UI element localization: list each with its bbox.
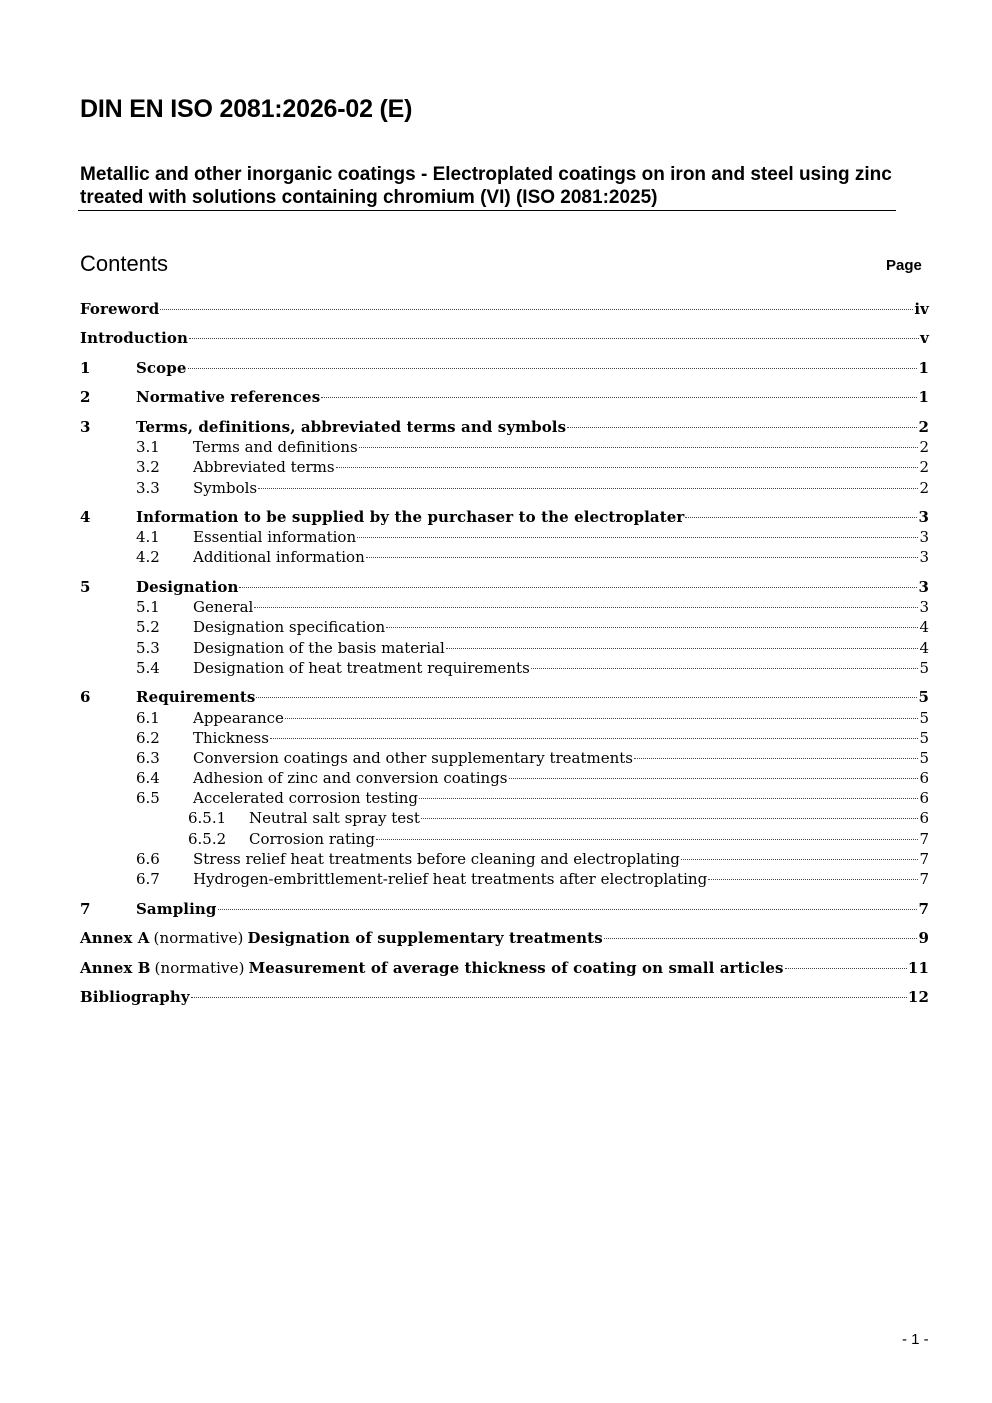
toc-entry-page: 2 [919, 438, 929, 456]
toc-dot-leader [785, 968, 907, 969]
document-subtitle: Metallic and other inorganic coatings - Electroplated coatings on iron and steel using zinc treated with solutions containing chromium (VI) (ISO 2081:2025) [80, 164, 892, 208]
toc-entry-label: Scope [136, 359, 187, 377]
toc-entry-page: 4 [919, 618, 929, 636]
toc-entry-page: 12 [907, 988, 929, 1006]
toc-entry-label: Accelerated corrosion testing [193, 789, 419, 807]
toc-entry-number: 6.5 [136, 789, 160, 807]
toc-entry-page: 3 [919, 528, 929, 546]
toc-dot-leader [386, 627, 918, 628]
toc-entry-6-4[interactable] [80, 768, 929, 788]
toc-entry-number: 5.1 [136, 598, 160, 616]
toc-entry-label: Designation specification [193, 618, 386, 636]
toc-entry-3[interactable] [80, 417, 929, 437]
toc-entry-number: 3.1 [136, 438, 160, 456]
toc-entry-5-2[interactable] [80, 617, 929, 637]
toc-entry-normative: (normative) [153, 929, 244, 947]
toc-entry-label: Information to be supplied by the purchaser to the electroplater [136, 508, 685, 526]
toc-entry-page: 7 [919, 850, 929, 868]
toc-entry-number: 6.4 [136, 769, 160, 787]
toc-entry-page: 1 [918, 359, 929, 377]
toc-entry-page: 7 [918, 900, 929, 918]
toc-dot-leader [285, 718, 919, 719]
toc-entry-page: 5 [919, 729, 929, 747]
toc-dot-leader [419, 798, 918, 799]
toc-entry-4-1[interactable] [80, 527, 929, 547]
toc-entry-label: Conversion coatings and other supplementary treatments [193, 749, 633, 767]
toc-dot-leader [446, 648, 919, 649]
toc-entry-annex-a[interactable] [80, 928, 929, 948]
footer-page-number: - 1 - [902, 1331, 929, 1348]
toc-entry-page: 5 [919, 709, 929, 727]
toc-entry-number: 6.1 [136, 709, 160, 727]
toc-entry-number: 6 [80, 688, 91, 706]
toc-dot-leader [421, 818, 919, 819]
toc-dot-leader [191, 997, 907, 998]
toc-entry-label: Thickness [193, 729, 269, 747]
contents-heading: Contents [80, 251, 169, 276]
toc-dot-leader [258, 488, 918, 489]
toc-entry-label: Measurement of average thickness of coating on small articles [248, 959, 784, 977]
toc-entry-page: 11 [907, 959, 929, 977]
toc-dot-leader [366, 557, 919, 558]
toc-entry-page: 3 [918, 508, 929, 526]
toc-entry-label: Requirements [136, 688, 256, 706]
toc-entry-number: 6.5.2 [188, 830, 227, 848]
toc-entry-page: 6 [919, 789, 929, 807]
toc-dot-leader [239, 587, 917, 588]
toc-entry-5-3[interactable] [80, 638, 929, 658]
toc-dot-leader [708, 879, 918, 880]
toc-entry-label: Stress relief heat treatments before cleaning and electroplating [193, 850, 680, 868]
toc-entry-6-6[interactable] [80, 849, 929, 869]
toc-entry-page: v [920, 329, 929, 347]
toc-entry-label: Abbreviated terms [193, 458, 335, 476]
toc-entry-number: 1 [80, 359, 91, 377]
toc-entry-foreword[interactable] [80, 299, 929, 319]
toc-entry-number: 6.7 [136, 870, 160, 888]
toc-dot-leader [189, 338, 919, 339]
toc-entry-page: 5 [919, 749, 929, 767]
toc-entry-number: 5.3 [136, 639, 160, 657]
toc-dot-leader [321, 397, 917, 398]
toc-entry-6[interactable] [80, 687, 929, 707]
toc-entry-page: 2 [919, 479, 929, 497]
toc-entry-page: 3 [918, 578, 929, 596]
toc-dot-leader [376, 839, 918, 840]
toc-dot-leader [567, 427, 917, 428]
toc-entry-label: Corrosion rating [249, 830, 376, 848]
toc-entry-label: Appearance [193, 709, 284, 727]
toc-entry-label: Sampling [136, 900, 217, 918]
toc-entry-6-2[interactable] [80, 728, 929, 748]
toc-entry-label: Additional information [193, 548, 365, 566]
toc-dot-leader [685, 517, 917, 518]
toc-entry-label: Terms, definitions, abbreviated terms and symbols [136, 418, 567, 436]
toc-entry-label: Foreword [80, 300, 160, 318]
toc-entry-number: 6.6 [136, 850, 160, 868]
toc-entry-5[interactable] [80, 577, 929, 597]
toc-entry-6-5[interactable] [80, 788, 929, 808]
toc-entry-label: Terms and definitions [193, 438, 358, 456]
toc-dot-leader [160, 309, 913, 310]
toc-entry-page: 7 [919, 830, 929, 848]
document-title: DIN EN ISO 2081:2026-02 (E) [80, 95, 413, 123]
toc-entry-bibliography[interactable] [80, 987, 929, 1007]
toc-entry-number: Annex B [80, 959, 151, 977]
toc-entry-label: Adhesion of zinc and conversion coatings [193, 769, 508, 787]
toc-entry-label: Hydrogen-embrittlement-relief heat treatments after electroplating [193, 870, 708, 888]
toc-entry-page: 2 [919, 458, 929, 476]
toc-entry-label: Designation of heat treatment requirements [193, 659, 530, 677]
toc-entry-5-4[interactable] [80, 658, 929, 678]
toc-entry-3-2[interactable] [80, 457, 929, 477]
toc-entry-5-1[interactable] [80, 597, 929, 617]
toc-entry-number: 3.3 [136, 479, 160, 497]
toc-entry-number: 3.2 [136, 458, 160, 476]
toc-entry-number: Annex A [80, 929, 150, 947]
toc-entry-number: 5 [80, 578, 91, 596]
toc-entry-label: Designation of the basis material [193, 639, 445, 657]
toc-dot-leader [531, 668, 919, 669]
toc-dot-leader [270, 738, 919, 739]
toc-entry-label: General [193, 598, 254, 616]
toc-dot-leader [254, 607, 918, 608]
toc-entry-label: Symbols [193, 479, 258, 497]
toc-entry-6-3[interactable] [80, 748, 929, 768]
toc-entry-6-1[interactable] [80, 708, 929, 728]
toc-entry-2[interactable] [80, 387, 929, 407]
toc-entry-label: Designation of supplementary treatments [247, 929, 603, 947]
toc-entry-page: 1 [918, 388, 929, 406]
toc-dot-leader [357, 537, 918, 538]
toc-entry-page: 6 [919, 769, 929, 787]
toc-entry-number: 2 [80, 388, 91, 406]
toc-entry-number: 5.2 [136, 618, 160, 636]
toc-entry-label: Designation [136, 578, 239, 596]
page-column-heading: Page [886, 257, 922, 274]
toc-dot-leader [681, 859, 919, 860]
toc-entry-page: 2 [918, 418, 929, 436]
toc-entry-number: 4 [80, 508, 91, 526]
toc-entry-number: 5.4 [136, 659, 160, 677]
toc-entry-label: Bibliography [80, 988, 190, 1006]
toc-entry-7[interactable] [80, 899, 929, 919]
toc-entry-number: 6.5.1 [188, 809, 227, 827]
toc-dot-leader [509, 778, 919, 779]
toc-dot-leader [359, 447, 919, 448]
toc-entry-page: iv [914, 300, 929, 318]
toc-entry-annex-b[interactable] [80, 958, 929, 978]
toc-entry-3-1[interactable] [80, 437, 929, 457]
toc-entry-label: Neutral salt spray test [249, 809, 420, 827]
toc-entry-page: 3 [919, 548, 929, 566]
toc-entry-number: 6.3 [136, 749, 160, 767]
toc-entry-page: 3 [919, 598, 929, 616]
toc-entry-page: 9 [918, 929, 929, 947]
toc-entry-number: 7 [80, 900, 91, 918]
toc-entry-3-3[interactable] [80, 478, 929, 498]
toc-entry-6-5-1[interactable] [80, 808, 929, 828]
toc-entry-normative: (normative) [154, 959, 245, 977]
toc-entry-number: 6.2 [136, 729, 160, 747]
toc-entry-label: Essential information [193, 528, 357, 546]
toc-entry-label: Normative references [136, 388, 321, 406]
toc-entry-number: 4.1 [136, 528, 160, 546]
toc-dot-leader [336, 467, 919, 468]
toc-dot-leader [604, 938, 918, 939]
toc-entry-page: 4 [919, 639, 929, 657]
toc-entry-page: 5 [918, 688, 929, 706]
toc-dot-leader [256, 697, 917, 698]
toc-entry-6-5-2[interactable] [80, 829, 929, 849]
toc-dot-leader [188, 368, 918, 369]
toc-entry-number: 3 [80, 418, 91, 436]
toc-entry-4-2[interactable] [80, 547, 929, 567]
toc-entry-number: 4.2 [136, 548, 160, 566]
toc-entry-introduction[interactable] [80, 328, 929, 348]
toc-entry-6-7[interactable] [80, 869, 929, 889]
toc-entry-label: Introduction [80, 329, 189, 347]
toc-entry-page: 7 [919, 870, 929, 888]
toc-entry-page: 5 [919, 659, 929, 677]
toc-dot-leader [218, 909, 918, 910]
toc-entry-4[interactable] [80, 507, 929, 527]
toc-dot-leader [634, 758, 918, 759]
toc-entry-1[interactable] [80, 358, 929, 378]
toc-entry-page: 6 [919, 809, 929, 827]
